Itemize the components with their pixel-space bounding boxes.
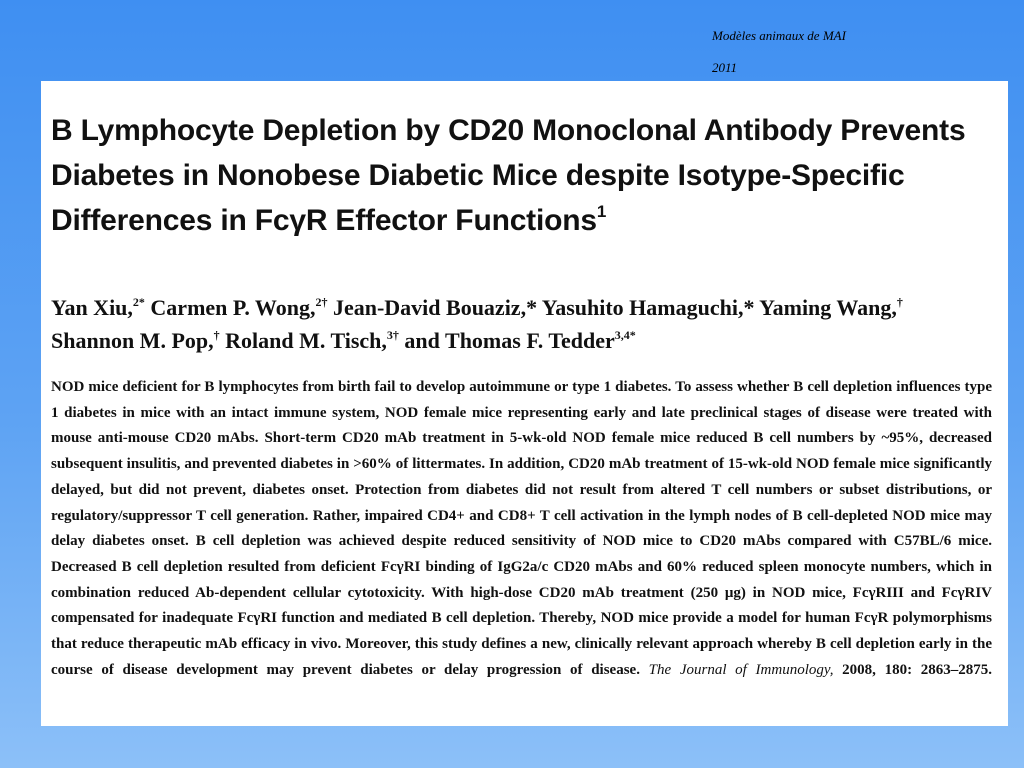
paper-title: B Lymphocyte Depletion by CD20 Monoclonal Antibody Prevents Diabetes in Nonobese Diabetic Mice despite Isotype-Specific Differences in FcγR Effector Functions [51, 114, 966, 237]
paper-title-block [51, 108, 971, 243]
author-list [51, 291, 991, 357]
paper-excerpt [41, 81, 1008, 726]
author-name: Jean-David Bouaziz,* [332, 295, 538, 320]
author-entry [542, 295, 755, 320]
author-name: Shannon M. Pop, [51, 328, 214, 353]
abstract-text: NOD mice deficient for B lymphocytes from birth fail to develop autoimmune or type 1 diabetes. To assess whether B cell depletion influences type 1 diabetes in mice with an intact immune system, NOD female mice representing early and late preclinical stages of disease were treated with mouse anti-mouse CD20 mAbs. Short-term CD20 mAb treatment in 5-wk-old NOD female mice reduced B cell numbers by ~95%, decreased subsequent insulitis, and prevented diabetes in >60% of littermates. In addition, CD20 mAb treatment of 15-wk-old NOD female mice significantly delayed, but did not prevent, diabetes onset. Protection from diabetes did not result from altered T cell numbers or subset distributions, or regulatory/suppressor T cell generation. Rather, impaired CD4+ and CD8+ T cell activation in the lymph nodes of B cell-depleted NOD mice may delay diabetes onset. B cell depletion was achieved despite reduced sensitivity of NOD mice to CD20 mAbs compared with C57BL/6 mice. Decreased B cell depletion resulted from deficient FcγRI binding of IgG2a/c CD20 mAbs and 60% reduced spleen monocyte numbers, which in combination reduced Ab-dependent cellular cytotoxicity. With high-dose CD20 mAb treatment (250 μg) in NOD mice, FcγRIII and FcγRIV compensated for inadequate FcγRI function and mediated B cell depletion. Thereby, NOD mice provide a model for human FcγR polymorphisms that reduce therapeutic mAb efficacy in vivo. Moreover, this study defines a new, clinically relevant approach whereby B cell depletion early in the course of disease development may prevent diabetes or delay progression of disease. [51, 379, 992, 678]
abstract [51, 375, 992, 683]
author-name: Yan Xiu, [51, 295, 133, 320]
citation-journal: The Journal of Immunology, [648, 661, 834, 678]
author-affiliation-mark: † [896, 295, 903, 309]
author-affiliation-mark: 2* [132, 295, 145, 309]
author-name: Thomas F. Tedder [445, 328, 615, 353]
slide-header-year: 2011 [712, 60, 738, 75]
author-name: Yasuhito Hamaguchi,* [541, 295, 755, 320]
title-footnote-mark: 1 [596, 202, 607, 221]
author-affiliation-mark: † [213, 328, 220, 342]
author-affiliation-mark: 2† [315, 295, 328, 309]
author-affiliation-mark: 3,4* [614, 328, 636, 342]
author-name: and [404, 328, 440, 353]
slide-header-title: Modèles animaux de MAI [712, 28, 846, 43]
author-entry [51, 295, 145, 320]
author-entry [51, 328, 220, 353]
author-entry [404, 328, 439, 353]
author-entry [445, 328, 636, 353]
author-entry [333, 295, 537, 320]
citation-details: 2008, 180: 2863–2875. [842, 661, 993, 678]
author-affiliation-mark: 3† [386, 328, 399, 342]
author-entry [150, 295, 327, 320]
author-entry [225, 328, 399, 353]
author-name: Carmen P. Wong, [150, 295, 316, 320]
author-name: Roland M. Tisch, [225, 328, 387, 353]
author-entry [759, 295, 903, 320]
author-name: Yaming Wang, [759, 295, 897, 320]
